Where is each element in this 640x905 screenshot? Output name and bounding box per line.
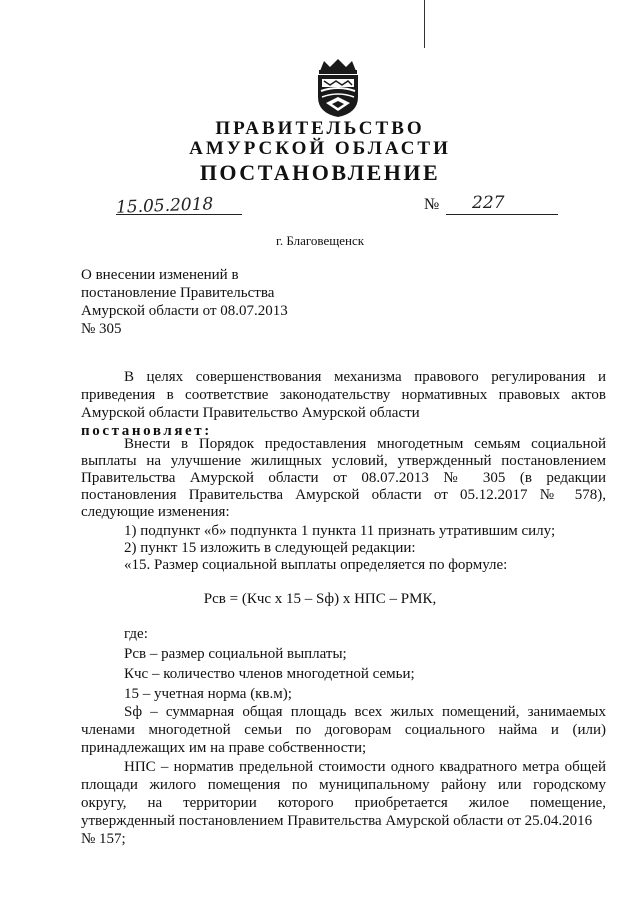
number-underline xyxy=(446,213,558,215)
date-underline xyxy=(116,213,242,215)
preamble-line: Амурской области Правительство Амурской области xyxy=(81,405,420,421)
item-1-line: постановления Правительства Амурской области от 05.12.2017 № 578), xyxy=(81,487,606,503)
definition-nps-line: НПС – норматив предельной стоимости одного квадратного метра общей xyxy=(124,759,606,775)
item-1-line: выплаты на улучшение жилищных условий, утвержденный постановлением xyxy=(81,453,606,469)
definition-sf-line: принадлежащих им на праве собственности; xyxy=(81,740,367,756)
preamble-line: приведения в соответствие законодательству нормативных правовых актов xyxy=(81,387,606,403)
definition-sf xyxy=(81,703,606,757)
subject-line: постановление Правительства xyxy=(81,285,275,301)
definition-rsv: Рсв – размер социальной выплаты; xyxy=(124,646,347,662)
preamble-line: В целях совершенствования механизма правового регулирования и xyxy=(124,369,606,385)
sub-item-1: 1) подпункт «б» подпункта 1 пункта 11 признать утратившим силу; xyxy=(124,523,556,539)
definitions-short xyxy=(81,624,606,704)
item-1 xyxy=(81,436,606,574)
coat-of-arms-icon xyxy=(310,57,366,119)
issuer-line-2: АМУРСКОЙ ОБЛАСТИ xyxy=(189,138,451,159)
sub-item-2: 2) пункт 15 изложить в следующей редакции: xyxy=(124,540,416,556)
document-date: 15.05.2018 xyxy=(115,194,214,218)
item-1-line: Внести в Порядок предоставления многодетным семьям социальной xyxy=(124,436,606,452)
definition-nps-line: утвержденный постановлением Правительства Амурской области от 25.04.2016 xyxy=(81,813,593,829)
issuer-line-1: ПРАВИТЕЛЬСТВО xyxy=(215,118,425,139)
definition-nps xyxy=(81,758,606,848)
subject-line: О внесении изменений в xyxy=(81,267,239,283)
subject-line: № 305 xyxy=(81,321,122,337)
document-number: 227 xyxy=(472,193,505,213)
subject-line: Амурской области от 08.07.2013 xyxy=(81,303,288,319)
definition-kchs: Кчс – количество членов многодетной семьи; xyxy=(124,666,415,682)
definition-sf-line: членами многодетной семьи по договорам социального найма и (или) xyxy=(81,722,606,738)
document-subject xyxy=(81,266,288,338)
document-type-title: ПОСТАНОВЛЕНИЕ xyxy=(199,160,441,185)
number-label: № xyxy=(424,196,440,213)
preamble xyxy=(81,368,606,440)
definition-nps-line: площади жилого помещения по муниципальному району или городскому xyxy=(81,777,606,793)
city-line: г. Благовещенск xyxy=(275,233,365,248)
definition-norm: 15 – учетная норма (кв.м); xyxy=(124,686,292,702)
definition-nps-line: округу, на территории которого приобретается жилое помещение, xyxy=(81,795,606,811)
clause-15-intro: «15. Размер социальной выплаты определяется по формуле: xyxy=(124,557,508,573)
item-1-line: Правительства Амурской области от 08.07.2013 № 305 (в редакции xyxy=(81,470,606,486)
definition-nps-line: № 157; xyxy=(81,831,126,847)
formula: Рсв = (Кчс х 15 – Sф) х НПС – РМК, xyxy=(203,591,437,607)
scan-artifact-line xyxy=(424,0,425,48)
item-1-line: следующие изменения: xyxy=(81,504,230,520)
decree-word: постановляет: xyxy=(81,423,212,439)
where-label: где: xyxy=(124,626,148,642)
definition-sf-line: Sф – суммарная общая площадь всех жилых помещений, занимаемых xyxy=(124,704,606,720)
